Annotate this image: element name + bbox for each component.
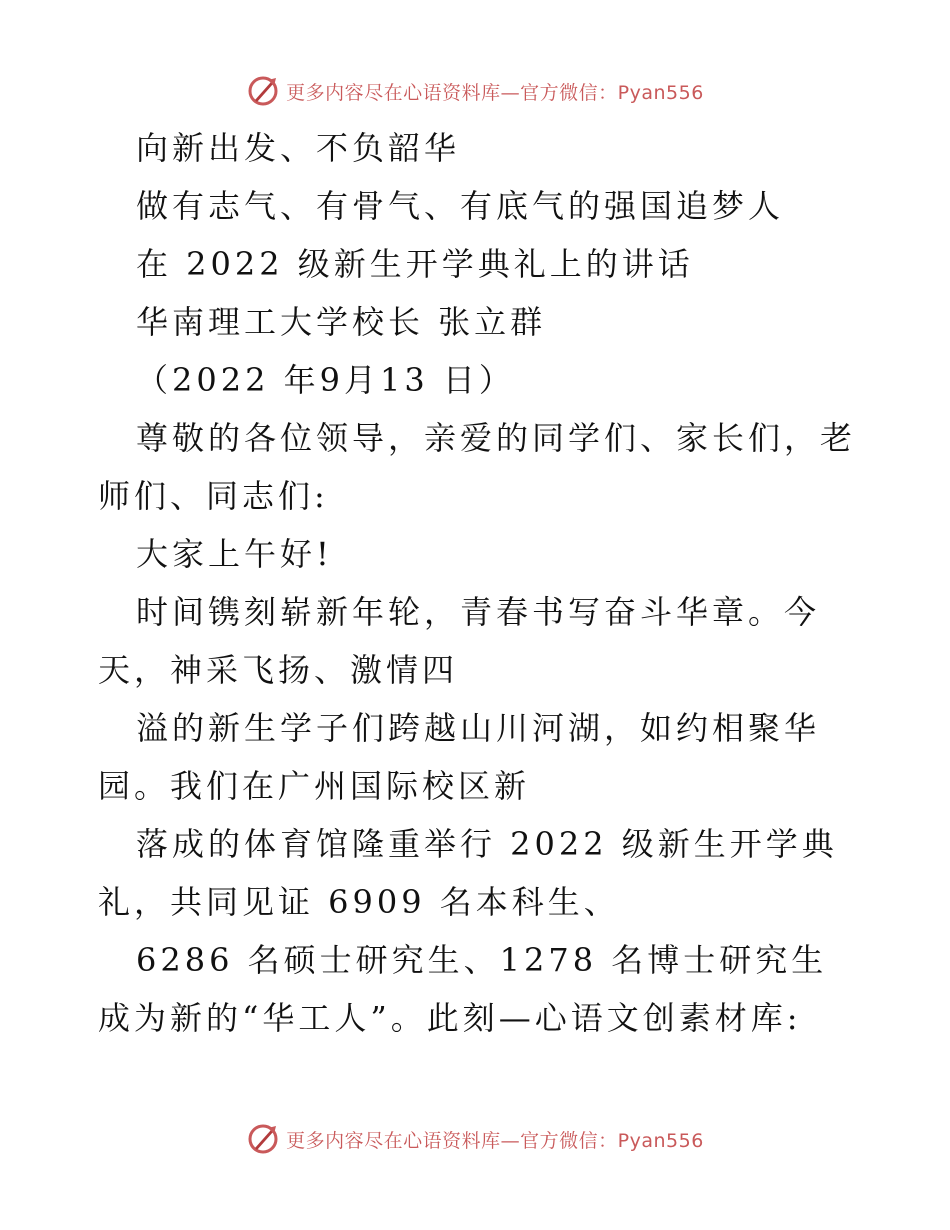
title-line: 向新出发、不负韶华 (136, 129, 461, 167)
header-watermark (0, 74, 950, 108)
footer-watermark (0, 1122, 950, 1156)
speaker-line: 华南理工大学校长 张立群 (136, 303, 547, 341)
date-line: （2022 年9月13 日） (136, 361, 515, 399)
subtitle-line: 做有志气、有骨气、有底气的强国追梦人 (136, 187, 785, 225)
watermark-wechat-id: Pyan556 (617, 1129, 704, 1152)
watermark-wechat-id: Pyan556 (617, 81, 704, 104)
body-paragraph: 6286 名硕士研究生、1278 名博士研究生成为新的“华工人”。此刻—心语文创素材库: (98, 941, 828, 1037)
body-paragraph: 溢的新生学子们跨越山川河湖，如约相聚华园。我们在广州国际校区新 (98, 709, 821, 805)
quill-logo-icon (246, 74, 280, 108)
salutation-paragraph: 尊敬的各位领导，亲爱的同学们、家长们，老师们、同志们: (98, 419, 857, 515)
greeting-paragraph: 大家上午好! (136, 535, 333, 573)
body-paragraph: 时间镌刻崭新年轮，青春书写奋斗华章。今天，神采飞扬、激情四 (98, 593, 821, 689)
watermark-text: 更多内容尽在心语资料库—官方微信：Pyan556 (286, 81, 704, 104)
body-paragraph: 落成的体育馆隆重举行 2022 级新生开学典礼，共同见证 6909 名本科生、 (98, 825, 838, 921)
quill-logo-icon (246, 1122, 280, 1156)
watermark-text: 更多内容尽在心语资料库—官方微信：Pyan556 (286, 1129, 704, 1152)
document-body (98, 119, 858, 1047)
occasion-line: 在 2022 级新生开学典礼上的讲话 (136, 245, 694, 283)
